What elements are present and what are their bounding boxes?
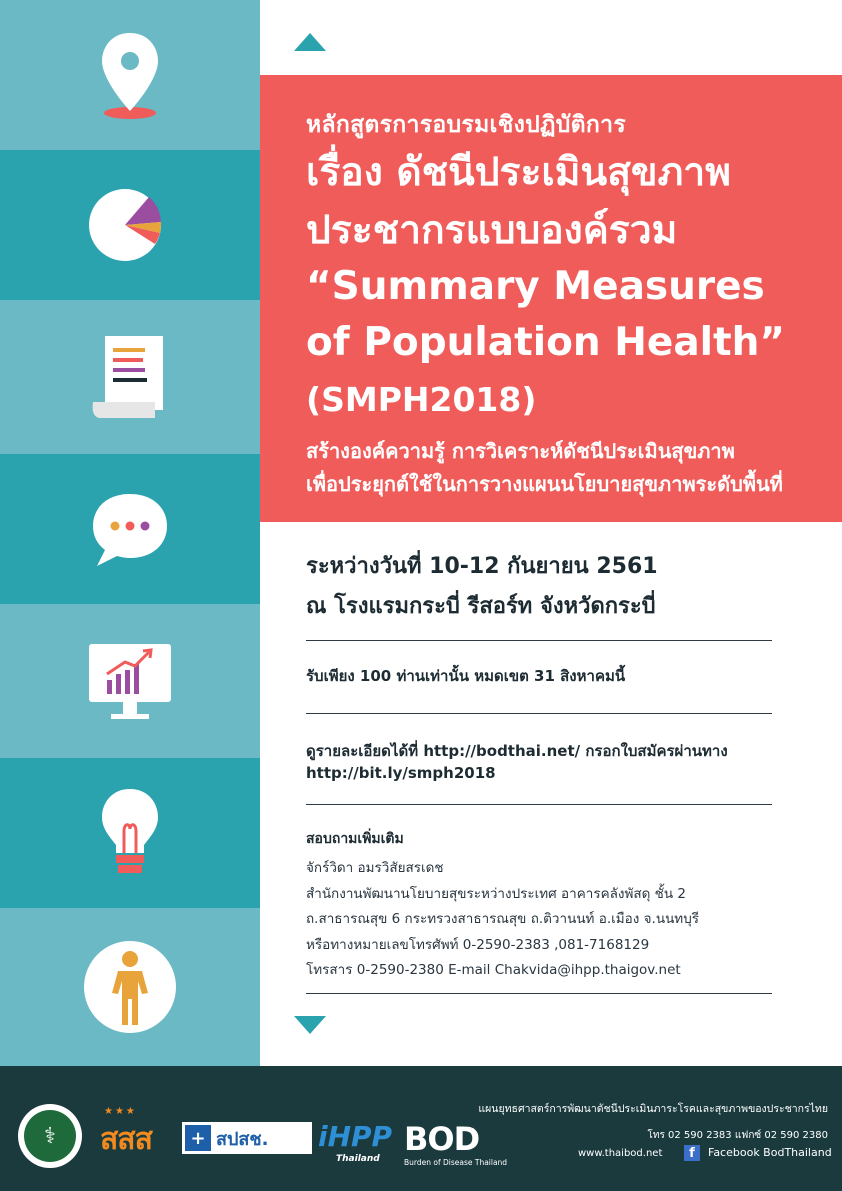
triangle-down-decoration — [294, 1016, 326, 1034]
description-line-1: สร้างองค์ความรู้ การวิเคราะห์ดัชนีประเมินสุขภาพ — [306, 439, 735, 463]
details-link-line-1[interactable]: ดูรายละเอียดได้ที่ http://bodthai.net/ กรอกใบสมัครผ่านทาง — [306, 742, 728, 760]
footer-organization: แผนยุทธศาสตร์การพัฒนาดัชนีประเมินภาระโรคและสุขภาพของประชากรไทย — [478, 1103, 828, 1115]
nhso-logo — [182, 1122, 312, 1154]
event-venue: ณ โรงแรมกระบี่ รีสอร์ท จังหวัดกระบี่ — [306, 594, 656, 619]
divider — [306, 993, 772, 994]
sss-logo: สสส — [100, 1122, 152, 1157]
band-monitor — [0, 604, 260, 758]
map-pin-icon — [90, 25, 170, 125]
course-code: (SMPH2018) — [306, 380, 537, 419]
band-pie — [0, 150, 260, 300]
facebook-icon[interactable]: f — [684, 1145, 700, 1161]
document-icon — [85, 332, 175, 422]
footer-facebook-link[interactable]: Facebook BodThailand — [708, 1146, 832, 1159]
contact-heading: สอบถามเพิ่มเติม — [306, 831, 404, 847]
bod-logo: BOD — [404, 1120, 480, 1158]
band-document — [0, 300, 260, 454]
seats-notice: รับเพียง 100 ท่านเท่านั้น หมดเขต 31 สิงหาคมนี้ — [306, 667, 626, 685]
description-line-2: เพื่อประยุกต์ใช้ในการวางแผนนโยบายสุขภาพระดับพื้นที่ — [306, 472, 783, 496]
registration-link[interactable]: http://bit.ly/smph2018 — [306, 764, 496, 782]
title-line-1: เรื่อง ดัชนีประเมินสุขภาพ — [306, 150, 731, 195]
band-idea — [0, 758, 260, 908]
title-line-3: “Summary Measures — [306, 264, 765, 309]
divider — [306, 804, 772, 805]
lightbulb-icon — [90, 783, 170, 883]
ihpp-logo: iHPP — [318, 1120, 393, 1153]
nhso-logo-text: สปสช. — [216, 1128, 269, 1150]
contact-office: สำนักงานพัฒนานโยบายสุขระหว่างประเทศ อาคารคลังพัสดุ ชั้น 2 — [306, 886, 686, 902]
moph-emblem-icon: ⚕ — [24, 1110, 76, 1162]
icon-column — [0, 0, 260, 1066]
band-person — [0, 908, 260, 1066]
divider — [306, 713, 772, 714]
course-subtitle: หลักสูตรการอบรมเชิงปฏิบัติการ — [306, 112, 627, 138]
contact-address: ถ.สาธารณสุข 6 กระทรวงสาธารณสุข ถ.ติวานนท์ อ.เมือง จ.นนทบุรี — [306, 911, 700, 927]
bod-logo-subtext: Burden of Disease Thailand — [404, 1158, 508, 1167]
pie-chart-icon — [85, 180, 175, 270]
person-icon — [80, 937, 180, 1037]
band-speech — [0, 454, 260, 604]
title-line-4: of Population Health” — [306, 320, 786, 365]
speech-bubble-icon — [85, 484, 175, 574]
contact-name: จักร์วิดา อมรวิสัยสรเดช — [306, 860, 444, 876]
ihpp-logo-subtext: Thailand — [336, 1154, 380, 1164]
title-panel — [260, 75, 842, 522]
footer — [0, 1066, 842, 1191]
band-location — [0, 0, 260, 150]
footer-website-link[interactable]: www.thaibod.net — [578, 1148, 663, 1159]
contact-phone: หรือทางหมายเลขโทรศัพท์ 0-2590-2383 ,081-7168129 — [306, 937, 650, 953]
footer-phone-fax: โทร 02 590 2383 แฟกซ์ 02 590 2380 — [647, 1130, 828, 1141]
sss-stars-icon: ★★★ — [104, 1106, 137, 1117]
triangle-up-decoration — [294, 33, 326, 51]
divider — [306, 640, 772, 641]
nhso-cross-icon: + — [185, 1125, 211, 1151]
event-date: ระหว่างวันที่ 10-12 กันยายน 2561 — [306, 554, 658, 579]
title-line-2: ประชากรแบบองค์รวม — [306, 208, 678, 253]
moph-logo — [18, 1104, 82, 1168]
monitor-chart-icon — [85, 636, 175, 726]
contact-fax-email[interactable]: โทรสาร 0-2590-2380 E-mail Chakvida@ihpp.thaigov.net — [306, 962, 681, 978]
